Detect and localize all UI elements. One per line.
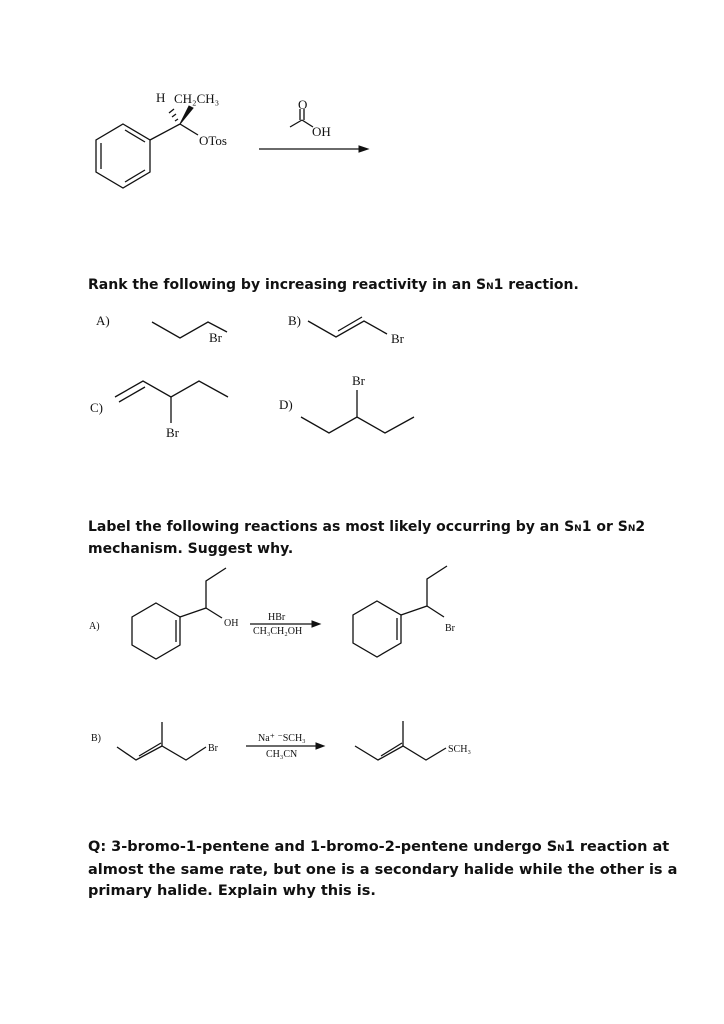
reactant-b-br: Br bbox=[208, 743, 218, 754]
product-a-side-chain bbox=[401, 566, 447, 615]
product-a-cyclohexene-ring bbox=[353, 601, 401, 657]
compound-d-letter: D) bbox=[279, 397, 293, 412]
q-text-suffix: 1 reaction at almost the same rate, but one is a secondary halide while the other is a primary halide. Explain why this is. bbox=[88, 839, 678, 899]
label-text-sub2: N bbox=[627, 524, 636, 534]
hydrogen-label: H bbox=[156, 90, 166, 105]
reactant-a-cyclohexene-ring bbox=[132, 603, 180, 659]
compound-c-letter: C) bbox=[90, 400, 103, 415]
reactant-a-c-oh-bond bbox=[206, 608, 222, 618]
reagent-o-label: O bbox=[298, 97, 308, 112]
hash-bond-3 bbox=[169, 109, 174, 113]
phenyl-to-chiral-bond bbox=[150, 124, 180, 140]
q-text-sub: N bbox=[557, 844, 565, 854]
reaction-a-arrow-head bbox=[312, 621, 320, 627]
rank-compound-b bbox=[288, 313, 405, 346]
q-text-prefix: Q: 3-bromo-1-pentene and 1-bromo-2-pentene undergo S bbox=[88, 839, 558, 855]
wedge-bond-ethyl bbox=[180, 106, 193, 124]
compound-b-letter: B) bbox=[288, 313, 301, 328]
hash-bond-1 bbox=[175, 119, 178, 121]
rank-text-sub: N bbox=[486, 282, 494, 292]
compound-d-br: Br bbox=[352, 373, 365, 388]
product-a-br: Br bbox=[445, 623, 455, 634]
reactant-b-chain bbox=[117, 746, 206, 760]
reagent-oh-label: OH bbox=[312, 124, 331, 139]
benzene-ring bbox=[96, 124, 150, 188]
reaction-b-arrow-head bbox=[316, 743, 324, 749]
ethyl-label: CH₂CH₃ bbox=[174, 91, 220, 106]
reactant-b-double-bond bbox=[139, 743, 161, 756]
label-text-sub1: N bbox=[574, 524, 582, 534]
product-b-chain bbox=[355, 746, 446, 760]
reaction1-substrate bbox=[96, 90, 227, 188]
reaction-a bbox=[89, 566, 456, 659]
rank-text-prefix: Rank the following by increasing reactivity in an S bbox=[88, 277, 487, 293]
compound-a-br: Br bbox=[209, 330, 222, 345]
reaction1-reagent bbox=[290, 97, 331, 139]
reaction-a-reagent-top: HBr bbox=[268, 612, 286, 623]
label-text-suffix: 2 mechanism. Suggest why. bbox=[88, 519, 646, 557]
reaction-a-reagent-bottom: CH₃CH₂OH bbox=[253, 626, 303, 637]
rank-compound-a bbox=[96, 313, 227, 345]
reaction-b-reagent-bottom: CH₃CN bbox=[266, 749, 298, 760]
compound-c-double-bond bbox=[119, 387, 145, 402]
product-b-double-bond bbox=[381, 743, 402, 756]
reactant-a-oh: OH bbox=[224, 618, 239, 629]
rank-compound-c bbox=[90, 381, 228, 440]
product-a-c-br-bond bbox=[427, 606, 444, 617]
product-b-sch3: SCH₃ bbox=[448, 744, 471, 755]
reaction-b-reagent-top: Na⁺ ⁻SCH₃ bbox=[258, 733, 306, 744]
reaction-a-letter: A) bbox=[89, 621, 100, 632]
rank-compound-d bbox=[279, 373, 414, 433]
reactant-a-side-chain bbox=[180, 568, 226, 617]
reaction-b-letter: B) bbox=[91, 733, 101, 744]
label-text-mid: 1 or S bbox=[581, 519, 628, 535]
compound-b-chain bbox=[308, 321, 387, 337]
compound-b-br: Br bbox=[391, 331, 404, 346]
rank-text-suffix: 1 reaction. bbox=[493, 277, 579, 293]
reaction-b bbox=[91, 721, 471, 760]
label-text-prefix: Label the following reactions as most likely occurring by an S bbox=[88, 519, 575, 535]
compound-c-br: Br bbox=[166, 425, 179, 440]
compound-a-letter: A) bbox=[96, 313, 110, 328]
reaction1-arrow bbox=[259, 146, 368, 152]
otos-label: OTos bbox=[199, 133, 227, 148]
acetic-methyl-bond bbox=[290, 120, 302, 127]
chiral-to-otos-bond bbox=[180, 124, 198, 135]
reaction-arrow-head bbox=[359, 146, 368, 152]
compound-d-chain bbox=[301, 417, 414, 433]
hash-bond-2 bbox=[172, 114, 176, 117]
